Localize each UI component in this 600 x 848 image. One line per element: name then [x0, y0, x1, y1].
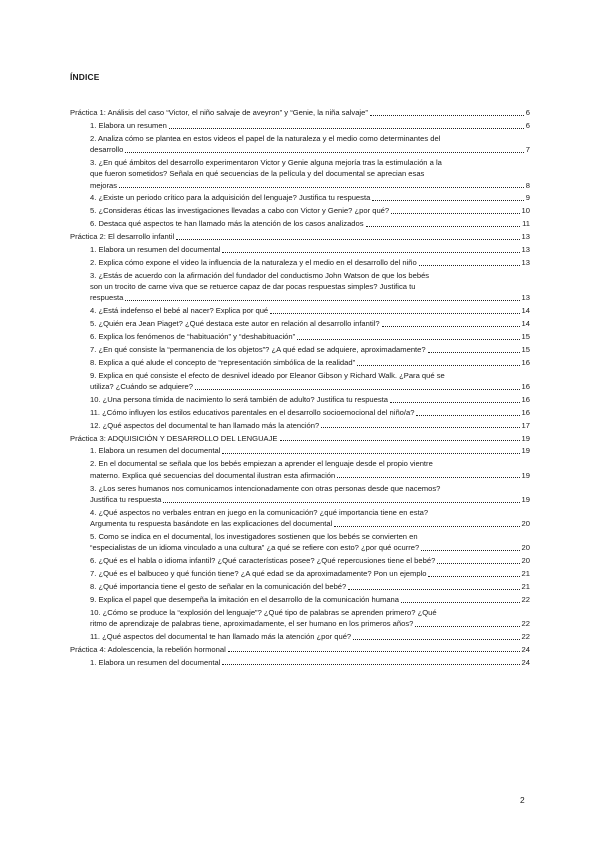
- toc-entry-text: “especialistas de un idioma vinculado a una cultura” ¿a qué se refiere con esto? ¿por qué ocurre?: [90, 543, 420, 553]
- toc-entry-text: Justifica tu respuesta: [90, 494, 162, 504]
- toc-entry-text: 6. Destaca qué aspectos te han llamado más la atención de los casos analizados: [90, 219, 364, 229]
- toc-page-number: 20: [521, 519, 530, 529]
- toc-item-entry[interactable]: [90, 370, 530, 393]
- toc-page-number: 16: [521, 407, 530, 417]
- toc-page-number: 11: [522, 219, 530, 229]
- dot-leader: [437, 563, 519, 564]
- toc-entry-text: utiliza? ¿Cuándo se adquiere?: [90, 382, 194, 392]
- toc-entry-text: 7. ¿Qué es el balbuceo y qué función tiene? ¿A qué edad se da aproximadamente? Pon un ejemplo: [90, 569, 427, 579]
- toc-page-number: 19: [521, 494, 530, 504]
- toc-item-entry[interactable]: [90, 607, 530, 630]
- toc-item-entry[interactable]: [90, 331, 530, 342]
- toc-entry-text: 3. ¿Estás de acuerdo con la afirmación del fundador del conductismo John Watson de que los bebés: [90, 270, 430, 280]
- toc-item-entry[interactable]: [90, 657, 530, 668]
- dot-leader: [337, 477, 519, 478]
- toc-entry-text: Práctica 1: Análisis del caso “Victor, el niño salvaje de aveyron” y “Genie, la niña salvaje”: [70, 108, 368, 117]
- dot-leader: [125, 152, 523, 153]
- dot-leader: [297, 339, 519, 340]
- toc-page-number: 15: [521, 344, 530, 354]
- dot-leader: [391, 213, 519, 214]
- toc-page-number: 24: [521, 644, 530, 654]
- toc-item-entry[interactable]: [90, 218, 530, 229]
- toc-page-number: 6: [525, 120, 530, 130]
- toc-section-entry[interactable]: [70, 107, 530, 118]
- toc-item-entry[interactable]: [90, 581, 530, 592]
- toc-page-number: 21: [521, 581, 530, 591]
- toc-entry-text: 8. ¿Qué importancia tiene el gesto de señalar en la comunicación del bebé?: [90, 581, 347, 591]
- toc-item-entry[interactable]: [90, 305, 530, 316]
- toc-item-entry[interactable]: [90, 483, 530, 506]
- toc-page-number: 20: [521, 543, 530, 553]
- toc-entry-text: Práctica 3: ADQUISICIÓN Y DESARROLLO DEL LENGUAJE: [70, 433, 278, 443]
- toc-item-entry[interactable]: [90, 555, 530, 566]
- toc-page-number: 16: [521, 357, 530, 367]
- toc-item-entry[interactable]: [90, 120, 530, 131]
- toc-page-number: 7: [525, 145, 530, 155]
- toc-entry-text: 4. ¿Existe un periodo crítico para la adquisición del lenguaje? Justifica tu respuesta: [90, 193, 371, 203]
- toc-item-entry[interactable]: [90, 458, 530, 481]
- dot-leader: [366, 226, 521, 227]
- toc-entry-text: mejoras: [90, 180, 118, 190]
- toc-page-number: 8: [525, 180, 530, 190]
- dot-leader: [401, 602, 520, 603]
- toc-entry-text: 11. ¿Cómo influyen los estilos educativos parentales en el desarrollo socioemocional del niño/a?: [90, 407, 415, 417]
- toc-entry-text: 10. ¿Cómo se produce la “explosión del lenguaje”? ¿Qué tipo de palabras se aprenden primero? ¿Qué: [90, 607, 437, 617]
- toc-entry-text: 8. Explica a qué alude el concepto de “representación simbólica de la realidad”: [90, 357, 356, 367]
- toc-entry-text: 4. ¿Está indefenso el bebé al nacer? Explica por qué: [90, 306, 269, 316]
- toc-item-entry[interactable]: [90, 133, 530, 156]
- toc-item-entry[interactable]: [90, 445, 530, 456]
- toc-entry-text: 5. Como se indica en el documental, los investigadores sostienen que los bebés se convierten en: [90, 531, 418, 541]
- toc-item-entry[interactable]: [90, 507, 530, 530]
- dot-leader: [222, 252, 519, 253]
- toc-entry-text: 10. ¿Una persona tímida de nacimiento lo será también de adulto? Justifica tu respuesta: [90, 394, 389, 404]
- toc-page-number: 19: [521, 446, 530, 456]
- toc-page-number: 24: [521, 657, 530, 667]
- toc-item-entry[interactable]: [90, 244, 530, 255]
- dot-leader: [382, 326, 520, 327]
- toc-item-entry[interactable]: [90, 344, 530, 355]
- toc-entry-text: 9. Explica en qué consiste el efecto de desnivel ideado por Eleanor Gibson y Richard Walk. ¿Para qué se: [90, 370, 445, 380]
- toc-item-entry[interactable]: [90, 407, 530, 418]
- toc-item-entry[interactable]: [90, 318, 530, 329]
- dot-leader: [169, 128, 524, 129]
- toc-page-number: 14: [521, 306, 530, 316]
- dot-leader: [125, 300, 519, 301]
- toc-item-entry[interactable]: [90, 420, 530, 431]
- toc-entry-text: 5. ¿Consideras éticas las investigaciones llevadas a cabo con Victor y Genie? ¿por qué?: [90, 206, 390, 216]
- toc-item-entry[interactable]: [90, 631, 530, 642]
- dot-leader: [270, 313, 519, 314]
- dot-leader: [428, 352, 520, 353]
- toc-page-number: 19: [521, 470, 530, 480]
- dot-leader: [222, 453, 519, 454]
- toc-entry-text: 3. ¿Los seres humanos nos comunicamos intencionadamente con otras personas desde que nacemos?: [90, 483, 441, 493]
- toc-entry-text: 3. ¿En qué ámbitos del desarrollo experimentaron Victor y Genie alguna mejoría tras la estimulación a la: [90, 157, 442, 167]
- toc-item-entry[interactable]: [90, 394, 530, 405]
- toc-item-entry[interactable]: [90, 357, 530, 368]
- toc-entry-text: desarrollo: [90, 145, 124, 155]
- toc-page-number: 13: [521, 232, 530, 242]
- toc-entry-text: 12. ¿Qué aspectos del documental te han llamado más la atención?: [90, 420, 320, 430]
- toc-entry-text: 7. ¿En qué consiste la “permanencia de los objetos”? ¿A qué edad se adquiere, aproximadamente?: [90, 344, 426, 354]
- toc-item-entry[interactable]: [90, 192, 530, 203]
- dot-leader: [321, 427, 519, 428]
- toc-entry-text: son un trocito de carne viva que se retuerce capaz de dar pocas respuestas simples? Justifica tu: [90, 282, 416, 292]
- dot-leader: [353, 639, 519, 640]
- dot-leader: [428, 576, 519, 577]
- toc-page-number: 9: [525, 193, 530, 203]
- toc-entry-text: que fueron sometidos? Señala en qué secuencias de la película y del documental se aprecian esas: [90, 169, 425, 179]
- toc-page-number: 13: [521, 257, 530, 267]
- toc-entry-text: 6. Explica los fenómenos de “habituación” y “deshabituación”: [90, 332, 296, 342]
- dot-leader: [415, 626, 519, 627]
- toc-entry-text: 11. ¿Qué aspectos del documental te han llamado más la atención ¿por qué?: [90, 631, 352, 641]
- toc-item-entry[interactable]: [90, 568, 530, 579]
- toc-entry-text: 2. Explica cómo expone el video la influencia de la naturaleza y el medio en el desarrollo del niño: [90, 257, 417, 267]
- toc-page-number: 6: [525, 108, 530, 117]
- toc-item-entry[interactable]: [90, 257, 530, 268]
- toc-section-entry[interactable]: [70, 433, 530, 444]
- toc-entry-text: Práctica 2: El desarrollo infantil: [70, 232, 175, 242]
- toc-page-number: 17: [521, 420, 530, 430]
- toc-page-number: 16: [521, 394, 530, 404]
- toc-entry-text: 4. ¿Qué aspectos no verbales entran en juego en la comunicación? ¿qué importancia tiene en esta?: [90, 507, 429, 517]
- toc-entry-text: 9. Explica el papel que desempeña la imitación en el desarrollo de la comunicación humana: [90, 594, 400, 604]
- dot-leader: [421, 550, 519, 551]
- toc-item-entry[interactable]: [90, 157, 530, 191]
- toc-entry-text: 1. Elabora un resumen del documental: [90, 446, 221, 456]
- toc-entry-text: respuesta: [90, 293, 124, 303]
- toc-page-number: 15: [521, 332, 530, 342]
- toc-entry-text: 5. ¿Quién era Jean Piaget? ¿Qué destaca este autor en relación al desarrollo infantil?: [90, 319, 380, 329]
- dot-leader: [280, 440, 520, 441]
- dot-leader: [419, 265, 520, 266]
- toc-page-number: 21: [521, 569, 530, 579]
- dot-leader: [357, 365, 519, 366]
- toc-entry-text: Práctica 4: Adolescencia, la rebelión hormonal: [70, 644, 226, 654]
- toc-item-entry[interactable]: [90, 531, 530, 554]
- toc-page-number: 22: [521, 631, 530, 641]
- dot-leader: [348, 589, 519, 590]
- dot-leader: [390, 402, 520, 403]
- toc-entry-text: 1. Elabora un resumen del documental: [90, 245, 221, 255]
- toc-item-entry[interactable]: [90, 594, 530, 605]
- dot-leader: [222, 664, 519, 665]
- toc-page-number: 20: [521, 556, 530, 566]
- toc-entry-text: ritmo de aprendizaje de palabras tiene, aproximadamente, el ser humano en los primeros años?: [90, 618, 414, 628]
- dot-leader: [416, 415, 519, 416]
- toc-entry-text: Argumenta tu respuesta basándote en las explicaciones del documental: [90, 519, 333, 529]
- dot-leader: [370, 115, 524, 116]
- toc-page-number: 22: [521, 618, 530, 628]
- toc-section-entry[interactable]: [70, 644, 530, 655]
- toc-page-number: 22: [521, 594, 530, 604]
- toc-entry-text: 6. ¿Qué es el habla o idioma infantil? ¿Qué características posee? ¿Qué repercusiones tiene el bebé?: [90, 556, 436, 566]
- dot-leader: [372, 200, 523, 201]
- toc-page-number: 13: [521, 293, 530, 303]
- toc-page-number: 10: [521, 206, 530, 216]
- toc-entry-text: materno. Explica qué secuencias del documental ilustran esta afirmación: [90, 470, 336, 480]
- toc-entry-text: 1. Elabora un resumen: [90, 120, 167, 130]
- toc-entry-text: 2. Analiza cómo se plantea en estos videos el papel de la naturaleza y el medio como determinantes del: [90, 133, 441, 143]
- toc-section-entry[interactable]: [70, 231, 530, 242]
- toc-page-number: 16: [521, 382, 530, 392]
- dot-leader: [334, 526, 519, 527]
- toc-item-entry[interactable]: [90, 270, 530, 304]
- index-heading: ÍNDICE: [70, 72, 100, 82]
- table-of-contents: [70, 107, 530, 670]
- toc-page-number: 14: [521, 319, 530, 329]
- toc-page-number: 19: [521, 433, 530, 443]
- page-number: 2: [520, 795, 525, 805]
- toc-item-entry[interactable]: [90, 205, 530, 216]
- toc-entry-text: 1. Elabora un resumen del documental: [90, 657, 221, 667]
- dot-leader: [195, 389, 520, 390]
- dot-leader: [119, 187, 524, 188]
- toc-entry-text: 2. En el documental se señala que los bebés empiezan a aprender el lenguaje desde el propio vientre: [90, 459, 433, 469]
- dot-leader: [228, 651, 520, 652]
- dot-leader: [176, 239, 519, 240]
- dot-leader: [163, 502, 519, 503]
- toc-page-number: 13: [521, 245, 530, 255]
